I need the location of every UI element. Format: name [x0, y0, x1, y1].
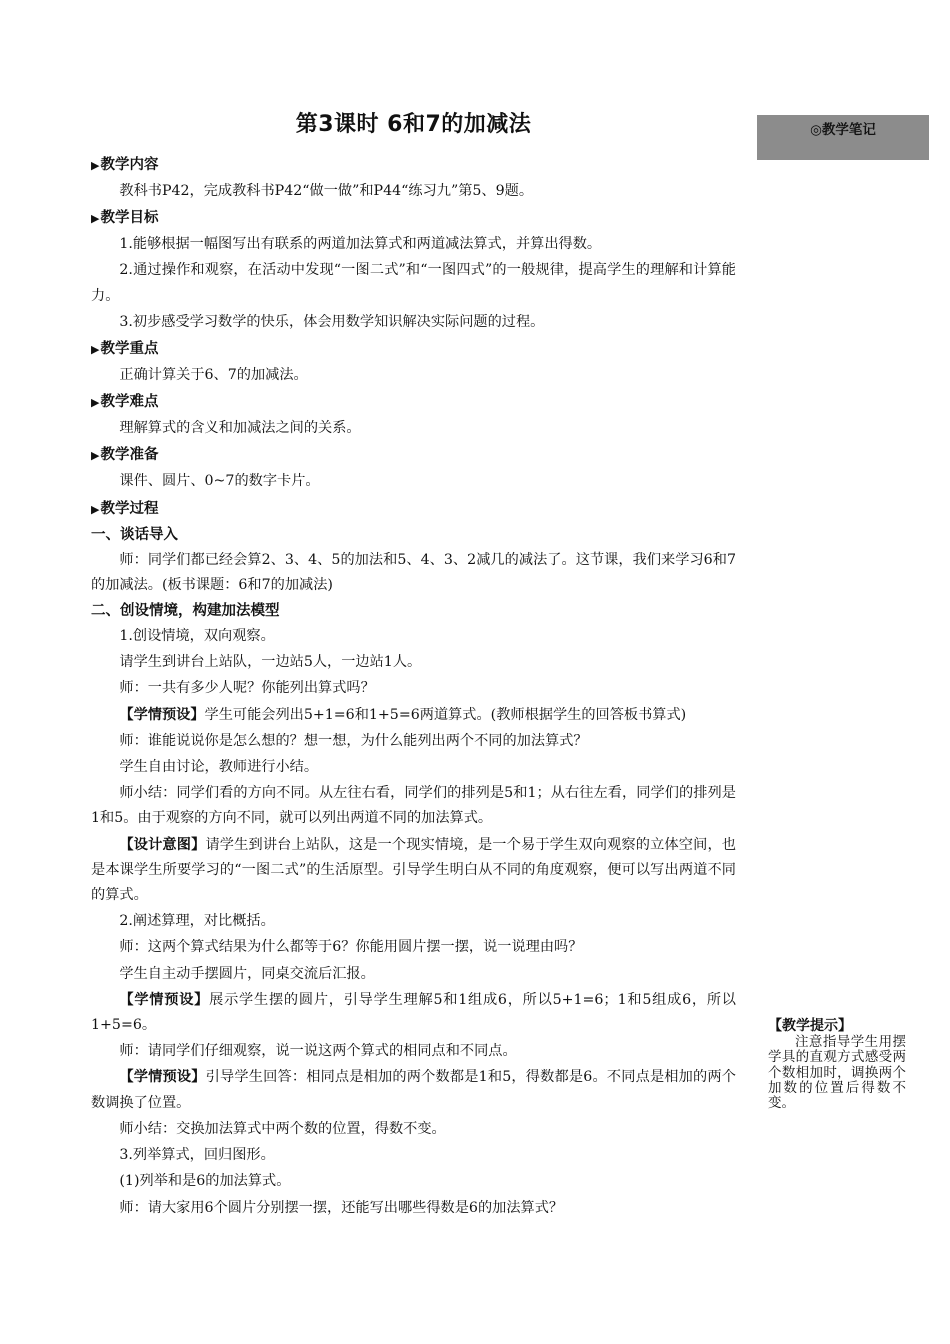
- section-heading-goals: [91, 205, 736, 232]
- paragraph: 师：同学们都已经会算2、3、4、5的加法和5、4、3、2减几的减法了。这节课，我们来学习6和7的加减法。(板书课题：6和7的加减法): [91, 551, 736, 593]
- page-title: 第3课时 6和7的加减法: [295, 112, 532, 137]
- section-heading-text: 教学过程: [100, 500, 159, 517]
- section-heading-text: 教学目标: [100, 210, 159, 227]
- paragraph: 正确计算关于6、7的加减法。: [119, 367, 308, 384]
- goal-item: 3.初步感受学习数学的快乐，体会用数学知识解决实际问题的过程。: [119, 313, 545, 330]
- label-student-preset: 【学情预设】: [119, 1069, 206, 1086]
- teaching-notes-tab: ◎教学笔记: [757, 115, 929, 160]
- triangle-bullet-icon: ▶: [91, 502, 100, 516]
- triangle-bullet-icon: ▶: [91, 159, 100, 172]
- paragraph-text: 引导学生回答：相同点是相加的两个数都是1和5，得数都是6。不同点是相加的两个数调换了位置。: [91, 1069, 736, 1111]
- paragraph: [91, 833, 736, 909]
- label-design-intent: 【设计意图】: [119, 836, 206, 853]
- paragraph: 2.阐述算理，对比概括。: [119, 913, 275, 930]
- paragraph: [91, 988, 736, 1038]
- part-heading: 二、创设情境，构建加法模型: [91, 603, 280, 620]
- triangle-bullet-icon: ▶: [91, 396, 100, 410]
- tip-text: 注意指导学生用摆学具的直观方式感受两个数相加时，调换两个加数的位置后得数不变。: [768, 1034, 906, 1112]
- paragraph: 课件、圆片、0~7的数字卡片。: [119, 473, 320, 490]
- paragraph: 理解算式的含义和加减法之间的关系。: [119, 420, 361, 437]
- paragraph: 教科书P42，完成教科书P42“做一做”和P44“练习九”第5、9题。: [119, 183, 534, 199]
- paragraph: 1.创设情境，双向观察。: [119, 628, 275, 645]
- paragraph: 师小结：同学们看的方向不同。从左往右看，同学们的排列是5和1；从右往左看，同学们的排列是1和5。由于观察的方向不同，就可以列出两道不同的加法算式。: [91, 785, 736, 827]
- paragraph: 学生自由讨论，教师进行小结。: [119, 759, 319, 776]
- section-heading-prep: [91, 442, 736, 469]
- paragraph: 请学生到讲台上站队，一边站5人，一边站1人。: [119, 654, 422, 671]
- section-heading-process: [91, 496, 736, 523]
- section-heading-text: 教学难点: [100, 394, 159, 411]
- section-heading-content: [91, 152, 736, 179]
- triangle-bullet-icon: ▶: [91, 449, 100, 463]
- paragraph: [91, 703, 736, 728]
- goal-item: 1.能够根据一幅图写出有联系的两道加法算式和两道减法算式，并算出得数。: [119, 236, 602, 253]
- section-heading-text: 教学重点: [100, 341, 159, 358]
- paragraph: [91, 1065, 736, 1115]
- lesson-plan-body: [91, 108, 736, 1222]
- part-heading: 一、谈话导入: [91, 526, 178, 543]
- section-heading-text: 教学内容: [100, 157, 159, 173]
- paragraph: 师：谁能说说你是怎么想的？想一想，为什么能列出两个不同的加法算式？: [119, 732, 588, 749]
- paragraph: (1)列举和是6的加法算式。: [119, 1173, 291, 1190]
- paragraph: 3.列举算式，回归图形。: [119, 1147, 275, 1164]
- paragraph: 师：一共有多少人呢？你能列出算式吗？: [119, 680, 375, 697]
- label-student-preset: 【学情预设】: [119, 991, 210, 1008]
- teaching-tip-sidebar: [768, 1017, 906, 1111]
- triangle-bullet-icon: ▶: [91, 212, 100, 226]
- paragraph: 师：请同学们仔细观察，说一说这两个算式的相同点和不同点。: [119, 1043, 517, 1060]
- tip-title: 【教学提示】: [768, 1018, 852, 1034]
- section-heading-key: [91, 336, 736, 363]
- label-student-preset: 【学情预设】: [119, 706, 205, 723]
- triangle-bullet-icon: ▶: [91, 343, 100, 357]
- paragraph: 师：这两个算式结果为什么都等于6？你能用圆片摆一摆，说一说理由吗？: [119, 939, 583, 956]
- goal-item: 2.通过操作和观察，在活动中发现“一图二式”和“一图四式”的一般规律，提高学生的理解和计算能力。: [91, 262, 736, 304]
- section-heading-text: 教学准备: [100, 447, 159, 464]
- paragraph: 师：请大家用6个圆片分别摆一摆，还能写出哪些得数是6的加法算式？: [119, 1199, 564, 1216]
- paragraph-text: 展示学生摆的圆片，引导学生理解5和1组成6，所以5+1=6；1和5组成6，所以1+5=6。: [91, 991, 736, 1034]
- section-heading-difficulty: [91, 389, 736, 416]
- paragraph: 师小结：交换加法算式中两个数的位置，得数不变。: [119, 1120, 446, 1137]
- paragraph-text: 请学生到讲台上站队，这是一个现实情境，是一个易于学生双向观察的立体空间，也是本课学生所要学习的“一图二式”的生活原型。引导学生明白从不同的角度观察，便可以写出两道不同的算式。: [91, 836, 736, 904]
- paragraph-text: 学生可能会列出5+1=6和1+5=6两道算式。(教师根据学生的回答板书算式): [204, 706, 687, 723]
- paragraph: 学生自主动手摆圆片，同桌交流后汇报。: [119, 965, 375, 982]
